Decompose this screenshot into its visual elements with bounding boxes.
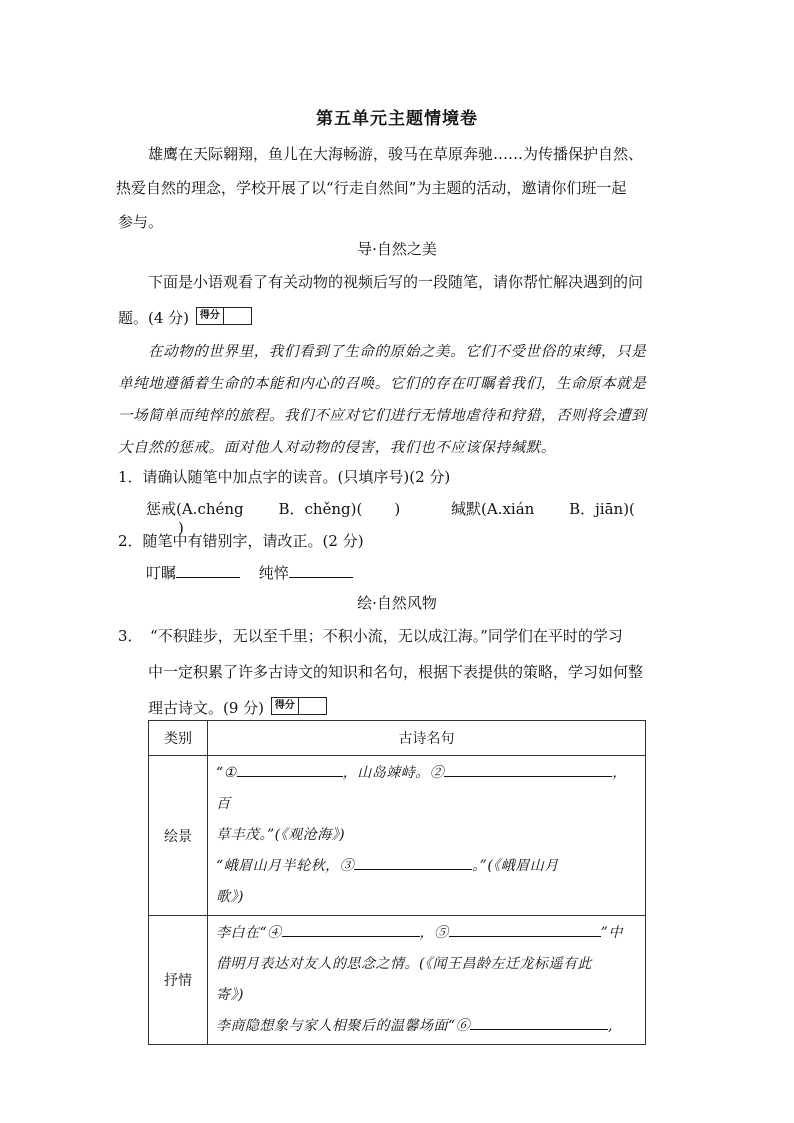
intro-paragraph [118,137,648,239]
q2-answer-blank-1[interactable] [176,563,240,578]
content-line [216,758,637,820]
task-line-text: 题。(4 分) [118,309,190,327]
row-category: 绘景 [149,756,208,916]
q3-line: 中一定积累了许多古诗文的知识和名句，根据下表提供的策略，学习如何整 [148,663,644,681]
table-header-row [149,721,646,756]
intro-line: 雄鹰在天际翱翔，鱼儿在大海畅游，骏马在草原奔驰……为传播保护自然、 [148,145,644,163]
row-content [208,756,646,916]
verse-text: 李白在“④ [216,925,282,941]
q2-answer-blank-2[interactable] [289,563,353,578]
passage-line: 一场简单而纯悴的旅程。我们不应对它们进行无情地虐待和狩猎，否则将会遭到 [118,408,647,424]
verse-text: ，⑤ [419,925,449,941]
q1-option-b: B．jiān)( [569,500,635,518]
q3-line: 3． “不积跬步，无以至千里；不积小流，无以成江海。”同学们在平时的学习 [118,627,623,645]
verse-text: “峨眉山月半轮秋，③ [216,858,355,874]
verse-text: ，百 [216,765,627,812]
intro-line: 参与。 [118,213,164,231]
answer-blank-4[interactable] [282,922,420,937]
question-3-stem [118,618,658,726]
verse-text: “① [216,765,237,781]
page-title: 第五单元主题情境卷 [316,109,478,129]
table-row [149,756,646,916]
header-category: 类别 [149,721,208,756]
passage-line: 单纯地遵循着生命的本能和内心的召唤。它们的存在叮瞩着我们，生命原本就是 [118,376,647,392]
passage-line: 在动物的世界里，我们看到了生命的原始之美。它们不受世俗的束缚，只是 [148,344,647,360]
score-label: 得分 [272,698,299,714]
q1-option-b: B．chěng)( [278,500,363,518]
intro-line: 热爱自然的理念，学校开展了以“行走自然间”为主题的活动，邀请你们班一起 [116,179,627,197]
question-2-stem: 2．随笔中有错别字，请改正。(2 分) [118,532,364,550]
task-instruction [118,264,668,336]
q1-close: ) [394,500,401,518]
task-line: 下面是小语观看了有关动物的视频后写的一段随笔，请你帮忙解决遇到的问 [148,273,644,291]
table-row [149,916,646,1045]
content-line [216,851,637,882]
verse-text: 李商隐想象与家人相聚后的温馨场面“⑥ [216,1018,471,1034]
answer-blank-1[interactable] [237,762,343,777]
content-line [216,918,637,949]
answer-blank-2[interactable] [444,762,612,777]
verse-text: ”中 [600,925,623,941]
content-line: 歌》) [216,889,244,905]
q2-word1: 叮瞩 [146,564,177,582]
essay-passage [118,336,678,464]
q2-word2: 纯悴 [258,564,289,582]
section-heading-nature-scenery: 绘·自然风物 [357,594,437,612]
poem-table [148,720,646,1045]
question-1-stem: 1．请确认随笔中加点字的读音。(只填序号)(2 分) [118,468,451,486]
content-line: 借明月表达对友人的思念之情。(《闻王昌龄左迁龙标遥有此 [216,956,592,972]
score-label: 得分 [197,308,224,324]
row-category: 抒情 [149,916,208,1045]
answer-blank-5[interactable] [449,922,601,937]
score-box [196,307,252,325]
verse-text: , [608,1018,614,1034]
answer-blank-6[interactable] [470,1015,608,1030]
content-line: 寄》) [216,987,244,1003]
header-verses: 古诗名句 [208,721,646,756]
q3-line-text: 理古诗文。(9 分) [148,699,265,717]
passage-line: 大自然的惩戒。面对他人对动物的侵害，我们也不应该保持缄默。 [118,440,556,456]
answer-blank-3[interactable] [354,855,472,870]
question-2-answers [146,562,353,583]
q1-word1: 惩戒(A.chéng [146,500,244,518]
content-line [216,1011,637,1042]
q1-close: ) [178,519,184,537]
task-line [118,300,668,336]
row-content [208,916,646,1045]
section-heading-nature-beauty: 导·自然之美 [357,240,437,258]
content-line: 草丰茂。”(《观沧海》) [216,827,346,843]
verse-text: 。”(《峨眉山月 [472,858,559,874]
score-box [271,697,327,715]
verse-text: ，山岛竦峙。② [342,765,445,781]
q1-word2: 缄默(A.xián [451,500,535,518]
